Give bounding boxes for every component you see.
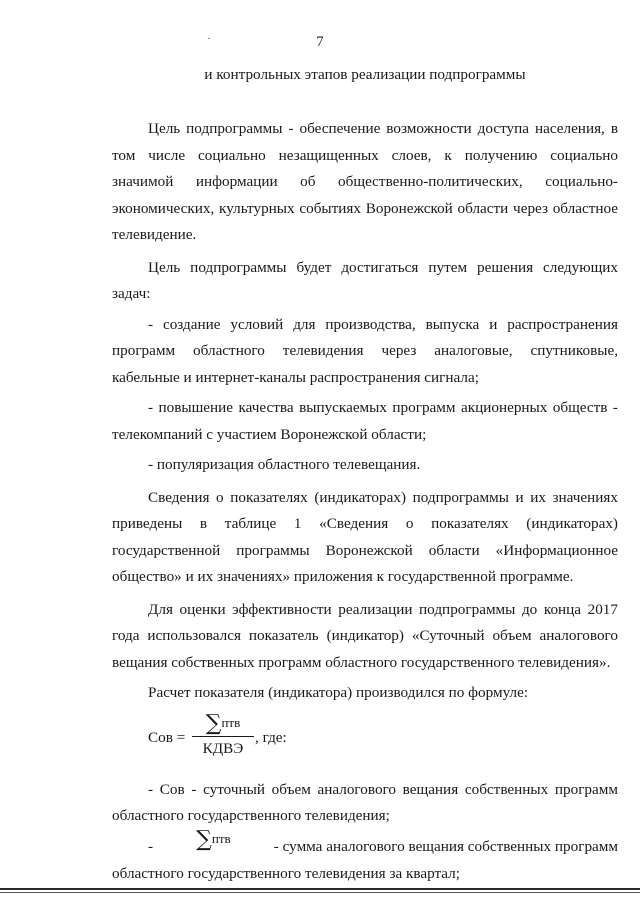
section-heading-continuation: и контрольных этапов реализации подпрограммы xyxy=(204,66,526,83)
sum-dash: - xyxy=(148,837,154,855)
sigma-symbol: ∑ xyxy=(196,826,212,852)
formula-numerator-sub: птв xyxy=(221,714,241,730)
sum-term-sub: птв xyxy=(211,830,231,846)
bottom-border-line xyxy=(0,888,640,890)
formula-rhs: , где: xyxy=(255,728,287,746)
body-text xyxy=(112,116,618,888)
paragraph-goal: Цель подпрограммы - обеспечение возможности доступа населения, в том числе социально незащищенных слоев, к получению социально значимой информации об общественно-политических, социально-экономических, культурных событиях Воронежской области через областное телевидение. xyxy=(112,120,618,243)
formula-denominator: КДВЭ xyxy=(202,739,244,757)
task-item-2: - повышение качества выпускаемых программ акционерных обществ - телекомпаний с участием Воронежской области; xyxy=(112,399,618,443)
task-item-1: - создание условий для производства, выпуска и распространения программ областного телевидения через аналоговые, спутниковые, кабельные и интернет-каналы распространения сигнала; xyxy=(112,315,618,386)
paragraph-indicators: Сведения о показателях (индикаторах) подпрограммы и их значениях приведены в таблице 1 «Сведения о показателях (индикаторах) государственной программы Воронежской области «Информационное общество» и их значениях» приложения к государственной программе. xyxy=(112,488,618,585)
paragraph-tasks-intro: Цель подпрограммы будет достигаться путем решения следующих задач: xyxy=(112,258,618,302)
sum-term xyxy=(196,826,231,854)
sigma-symbol: ∑ xyxy=(205,710,222,736)
definition-sov: - Сов - суточный объем аналогового вещания собственных программ областного государственного телевидения; xyxy=(112,780,618,824)
formula-numerator xyxy=(192,710,254,736)
definition-sum-continuation: областного государственного телевидения за квартал; xyxy=(112,865,460,882)
formula-lhs: Сов = xyxy=(148,728,186,746)
formula xyxy=(112,710,618,771)
definition-sum-line xyxy=(112,826,618,862)
definition-sum-text: - сумма аналогового вещания собственных программ xyxy=(273,837,618,855)
fraction-bar xyxy=(192,736,254,737)
task-item-3: - популяризация областного телевещания. xyxy=(148,456,421,473)
page-number: 7 xyxy=(316,34,324,50)
formula-fraction xyxy=(192,710,254,759)
paragraph-formula-intro: Расчет показателя (индикатора) производился по формуле: xyxy=(148,684,529,701)
bottom-border-line-2 xyxy=(0,892,640,893)
paragraph-evaluation: Для оценки эффективности реализации подпрограммы до конца 2017 года использовался показатель (индикатор) «Суточный объем аналогового вещания собственных программ областного государственного телевидения». xyxy=(112,600,618,671)
